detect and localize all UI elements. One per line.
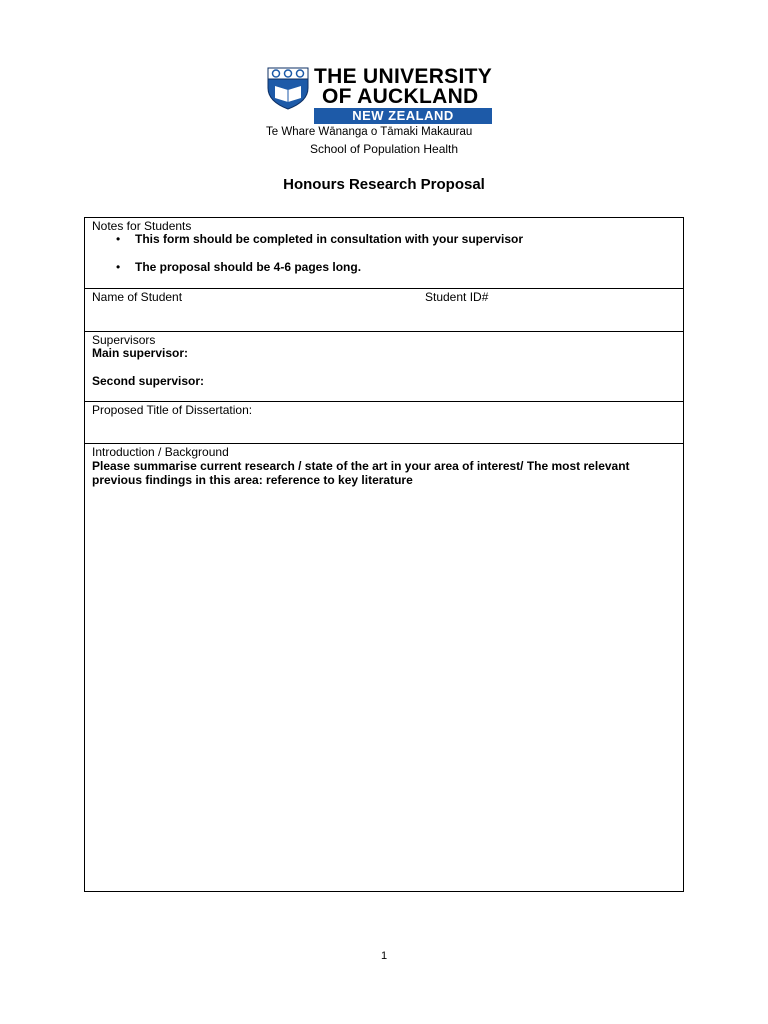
- school-name: School of Population Health: [309, 142, 459, 156]
- logo-line-2: OF AUCKLAND: [322, 85, 479, 108]
- bullet-text: The proposal should be 4-6 pages long.: [135, 260, 362, 274]
- introduction-label: Introduction / Background: [92, 445, 229, 459]
- notes-label: Notes for Students: [92, 219, 192, 233]
- bullet-icon: •: [116, 260, 121, 274]
- introduction-section[interactable]: [85, 444, 683, 891]
- student-name-label: Name of Student: [92, 290, 183, 304]
- page-number: 1: [380, 950, 388, 962]
- university-crest-icon: [266, 66, 310, 110]
- proposed-title-row[interactable]: [85, 402, 683, 444]
- bullet-icon: •: [116, 232, 121, 246]
- student-name-row[interactable]: [85, 289, 683, 332]
- notes-section: [85, 218, 683, 289]
- proposal-form: [84, 217, 684, 892]
- introduction-instructions: Please summarise current research / state of the art in your area of interest/ The most relevant previous findings in this area: reference to key literature: [92, 459, 630, 487]
- list-item: [116, 260, 361, 274]
- logo-maori-name: Te Whare Wānanga o Tāmaki Makaurau: [266, 126, 473, 138]
- list-item: [116, 232, 523, 246]
- supervisors-section[interactable]: [85, 332, 683, 402]
- supervisors-label: Supervisors: [92, 333, 156, 347]
- proposed-title-label: Proposed Title of Dissertation:: [92, 403, 253, 417]
- logo-line-1: THE UNIVERSITY: [314, 65, 493, 88]
- second-supervisor-label: Second supervisor:: [92, 374, 205, 388]
- university-logo: [266, 66, 496, 142]
- student-id-label: Student ID#: [425, 290, 489, 304]
- logo-band: NEW ZEALAND: [314, 108, 492, 124]
- bullet-text: This form should be completed in consultation with your supervisor: [135, 232, 524, 246]
- main-supervisor-label: Main supervisor:: [92, 346, 189, 360]
- document-title: Honours Research Proposal: [283, 176, 485, 193]
